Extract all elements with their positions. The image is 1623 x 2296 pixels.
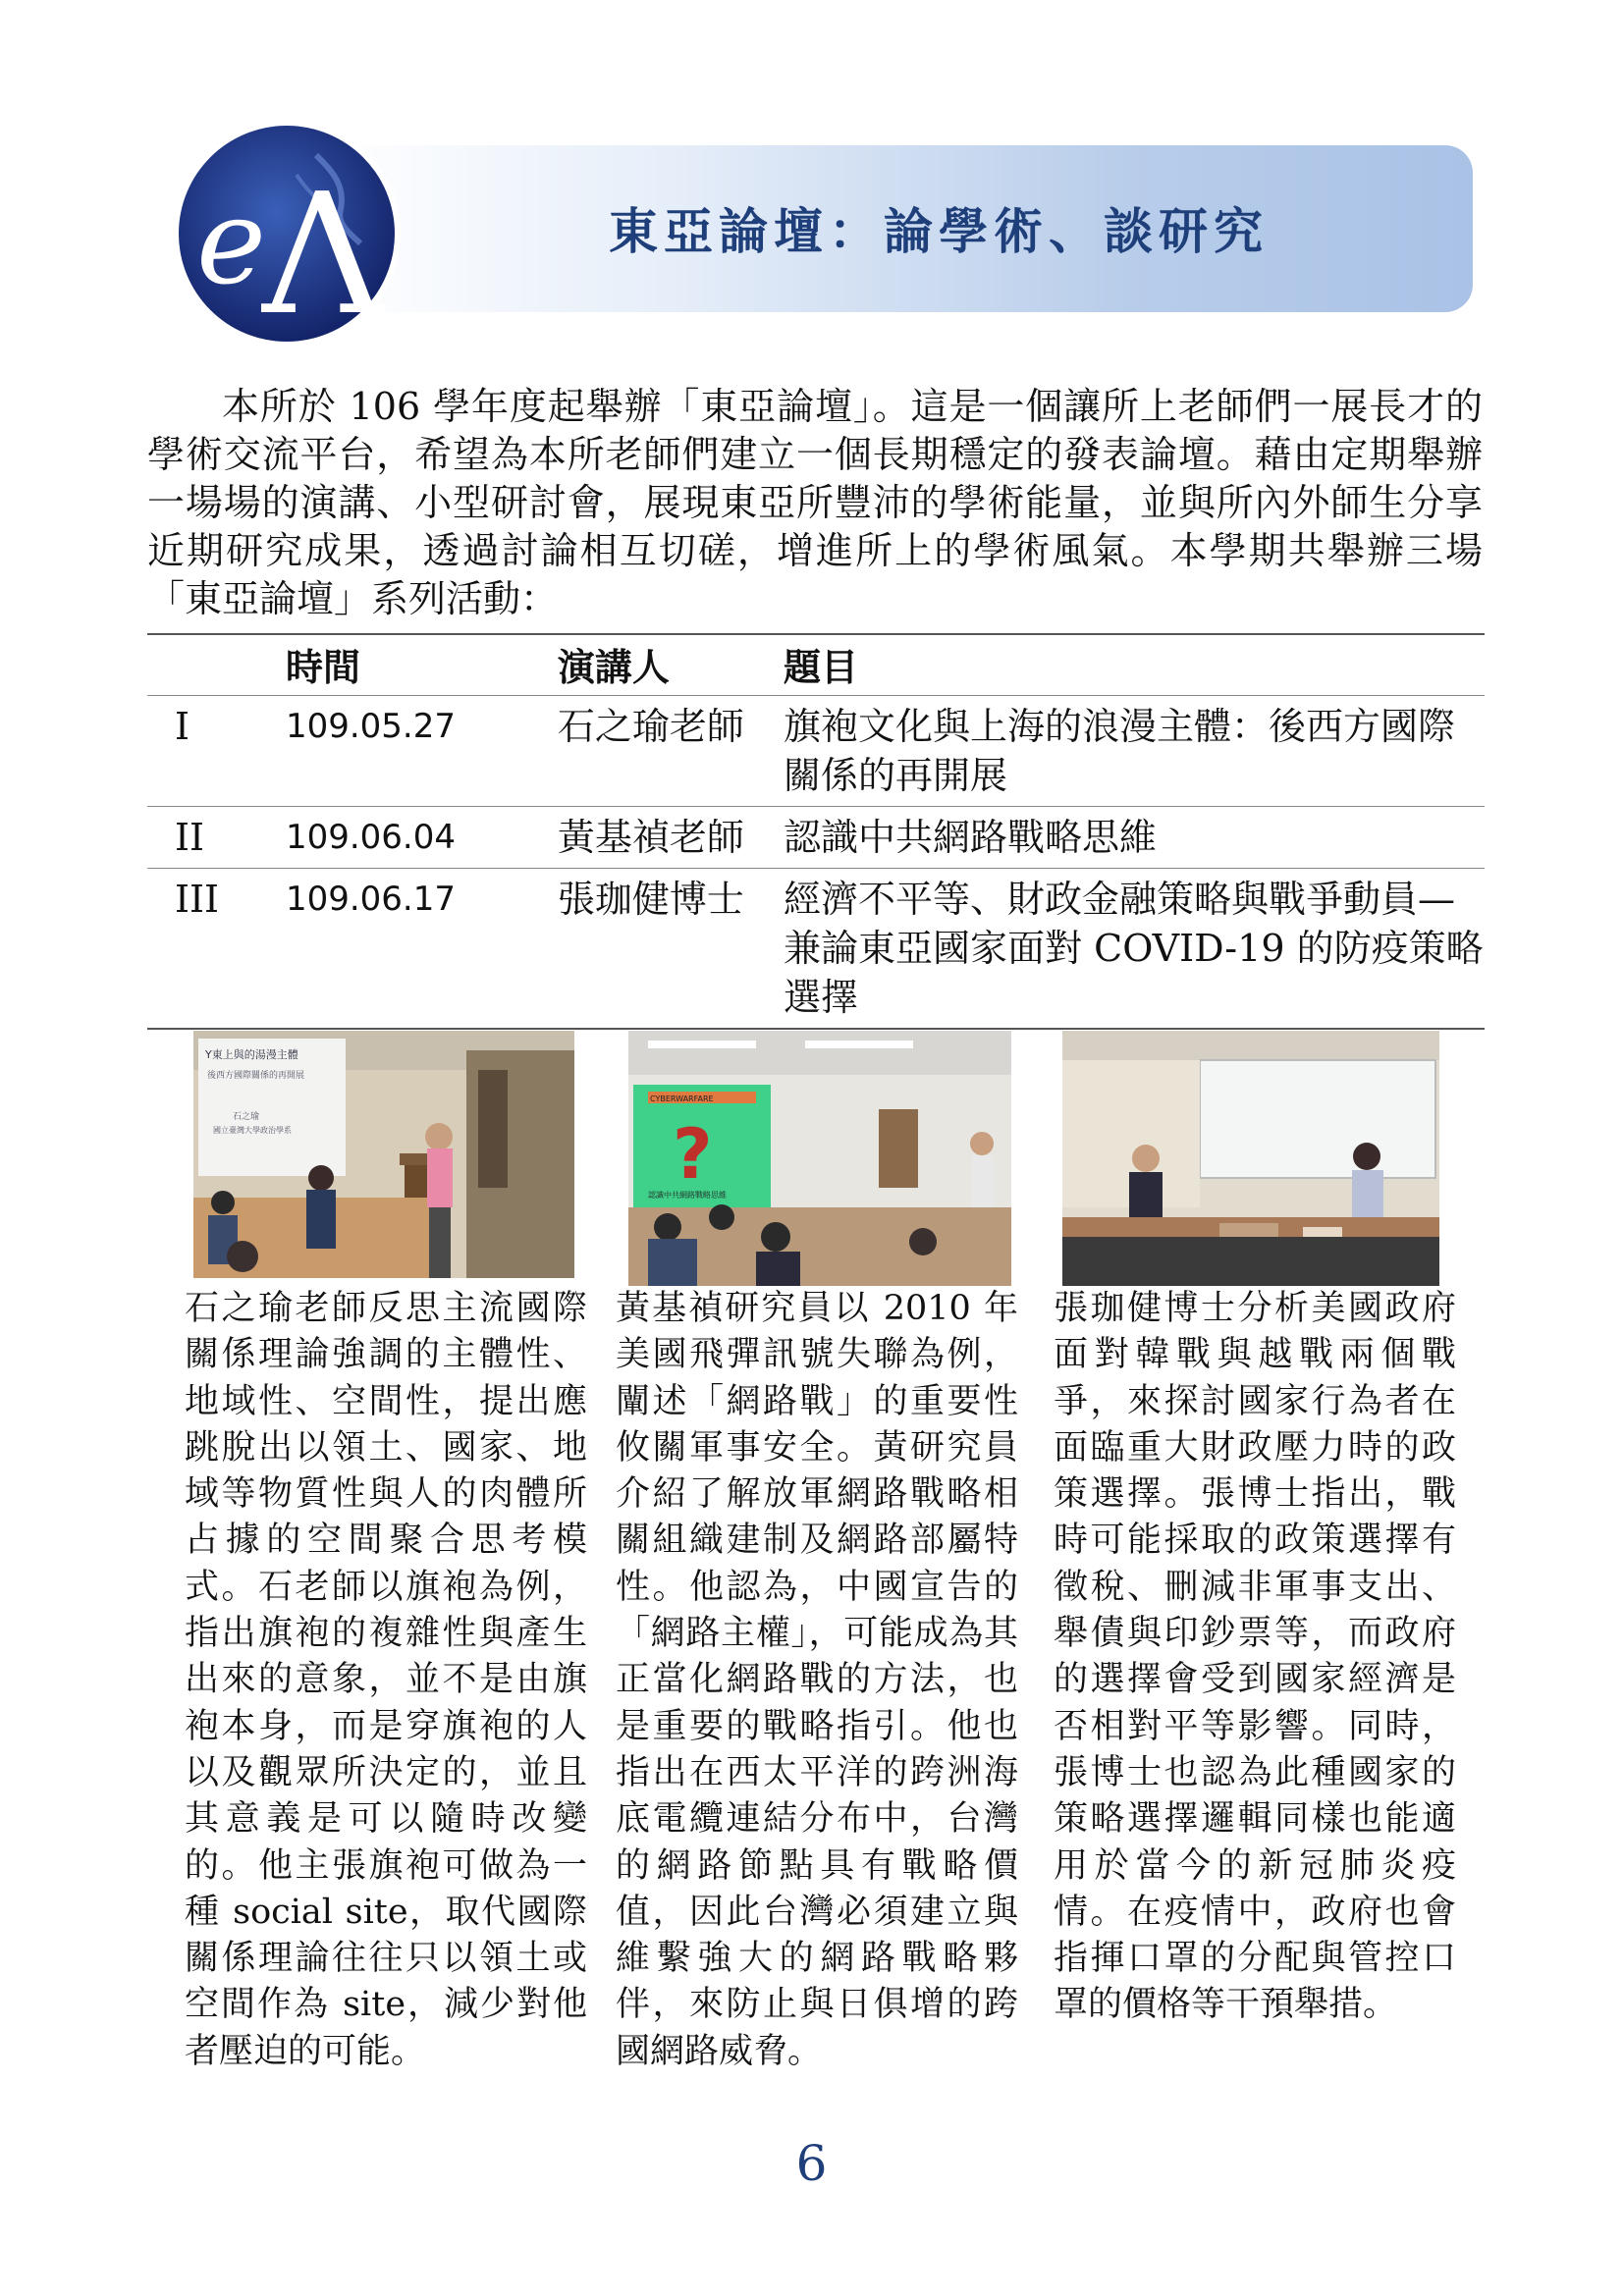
row-speaker: 黃基禎老師 bbox=[557, 816, 744, 859]
row-number: III bbox=[175, 878, 220, 921]
row-date: 109.05.27 bbox=[285, 707, 456, 746]
header-num bbox=[147, 634, 286, 696]
row-speaker: 石之瑜老師 bbox=[557, 705, 744, 748]
caption-forum-1: 石之瑜老師反思主流國際關係理論強調的主體性、地域性、空間性，提出應跳脫出以領土、國家、地域等物質性與人的肉體所占據的空間聚合思考模式。石老師以旗袍為例，指出旗袍的複雜性與產生出來的意象，並不是由旗袍本身，而是穿旗袍的人以及觀眾所決定的，並且其意義是可以隨時改變的。他主張旗袍可做為一種 social site，取代國際關係理論往往只以領土或空間作為 site，減少對他者壓迫的可能。 bbox=[185, 1289, 587, 2071]
caption-forum-3: 張珈健博士分析美國政府面對韓戰與越戰兩個戰爭，來探討國家行為者在面臨重大財政壓力時的政策選擇。張博士指出，戰時可能採取的政策選擇有徵稅、刪減非軍事支出、舉債與印鈔票等，而政府的選擇會受到國家經濟是否相對平等影響。同時，張博士也認為此種國家的策略選擇邏輯同樣也能適用於當今的新冠肺炎疫情。在疫情中，政府也會指揮口罩的分配與管控口罩的價格等干預舉措。 bbox=[1054, 1289, 1456, 2025]
table-row bbox=[147, 807, 1485, 869]
photo-forum-1 bbox=[193, 1031, 574, 1278]
page-title: 東亞論壇：論學術、談研究 bbox=[609, 203, 1269, 260]
svg-text:後西方國際關係的再開展: 後西方國際關係的再開展 bbox=[207, 1071, 305, 1081]
header-topic: 題目 bbox=[784, 645, 859, 689]
photo-forum-2 bbox=[628, 1031, 1011, 1286]
photo-forum-3 bbox=[1062, 1031, 1439, 1286]
ea-logo bbox=[169, 116, 405, 351]
forum-schedule-table bbox=[147, 633, 1485, 1030]
svg-text:?: ? bbox=[673, 1114, 713, 1195]
intro-paragraph: 本所於 106 學年度起舉辦「東亞論壇」。這是一個讓所上老師們一展長才的學術交流平台，希望為本所老師們建立一個長期穩定的發表論壇。藉由定期舉辦一場場的演講、小型研討會，展現東亞所豐沛的學術能量，並與所內外師生分享近期研究成果，透過討論相互切磋，增進所上的學術風氣。本學期共舉辦三場「東亞論壇」系列活動： bbox=[147, 385, 1483, 620]
table-row bbox=[147, 696, 1485, 807]
svg-text:CYBERWARFARE: CYBERWARFARE bbox=[650, 1095, 714, 1103]
intro-section bbox=[147, 383, 1483, 623]
table-row bbox=[147, 869, 1485, 1030]
svg-text:e: e bbox=[196, 175, 267, 311]
svg-text:國立臺灣大學政治學系: 國立臺灣大學政治學系 bbox=[213, 1126, 292, 1135]
row-date: 109.06.17 bbox=[285, 880, 456, 919]
row-number: I bbox=[175, 705, 190, 748]
row-speaker: 張珈健博士 bbox=[557, 878, 744, 921]
svg-text:Y東上與的湯漫主體: Y東上與的湯漫主體 bbox=[205, 1048, 298, 1061]
row-topic: 認識中共網路戰略思維 bbox=[784, 816, 1158, 859]
svg-text:石之瑜: 石之瑜 bbox=[233, 1112, 260, 1122]
row-topic: 經濟不平等、財政金融策略與戰爭動員—兼論東亞國家面對 COVID-19 的防疫策略選擇 bbox=[784, 878, 1484, 1019]
caption-forum-2: 黃基禎研究員以 2010 年美國飛彈訊號失聯為例，闡述「網路戰」的重要性攸關軍事安全。黃研究員介紹了解放軍網路戰略相關組織建制及網路部屬特性。他認為，中國宣告的「網路主權」，可能成為其正當化網路戰的方法，也是重要的戰略指引。他也指出在西太平洋的跨洲海底電纜連結分布中，台灣的網路節點具有戰略價值，因此台灣必須建立與維繫強大的網路戰略夥伴，來防止與日俱增的跨國網路威脅。 bbox=[616, 1289, 1018, 2071]
svg-text:認識中共網路戰略思維: 認識中共網路戰略思維 bbox=[648, 1191, 727, 1200]
row-number: II bbox=[175, 816, 205, 859]
header-time: 時間 bbox=[285, 645, 360, 689]
table-header-row bbox=[147, 634, 1485, 696]
row-date: 109.06.04 bbox=[285, 818, 456, 857]
page-number: 6 bbox=[795, 2135, 828, 2192]
header-speaker: 演講人 bbox=[557, 645, 670, 689]
row-topic: 旗袍文化與上海的浪漫主體：後西方國際關係的再開展 bbox=[784, 705, 1456, 797]
svg-text:Λ: Λ bbox=[262, 158, 383, 351]
